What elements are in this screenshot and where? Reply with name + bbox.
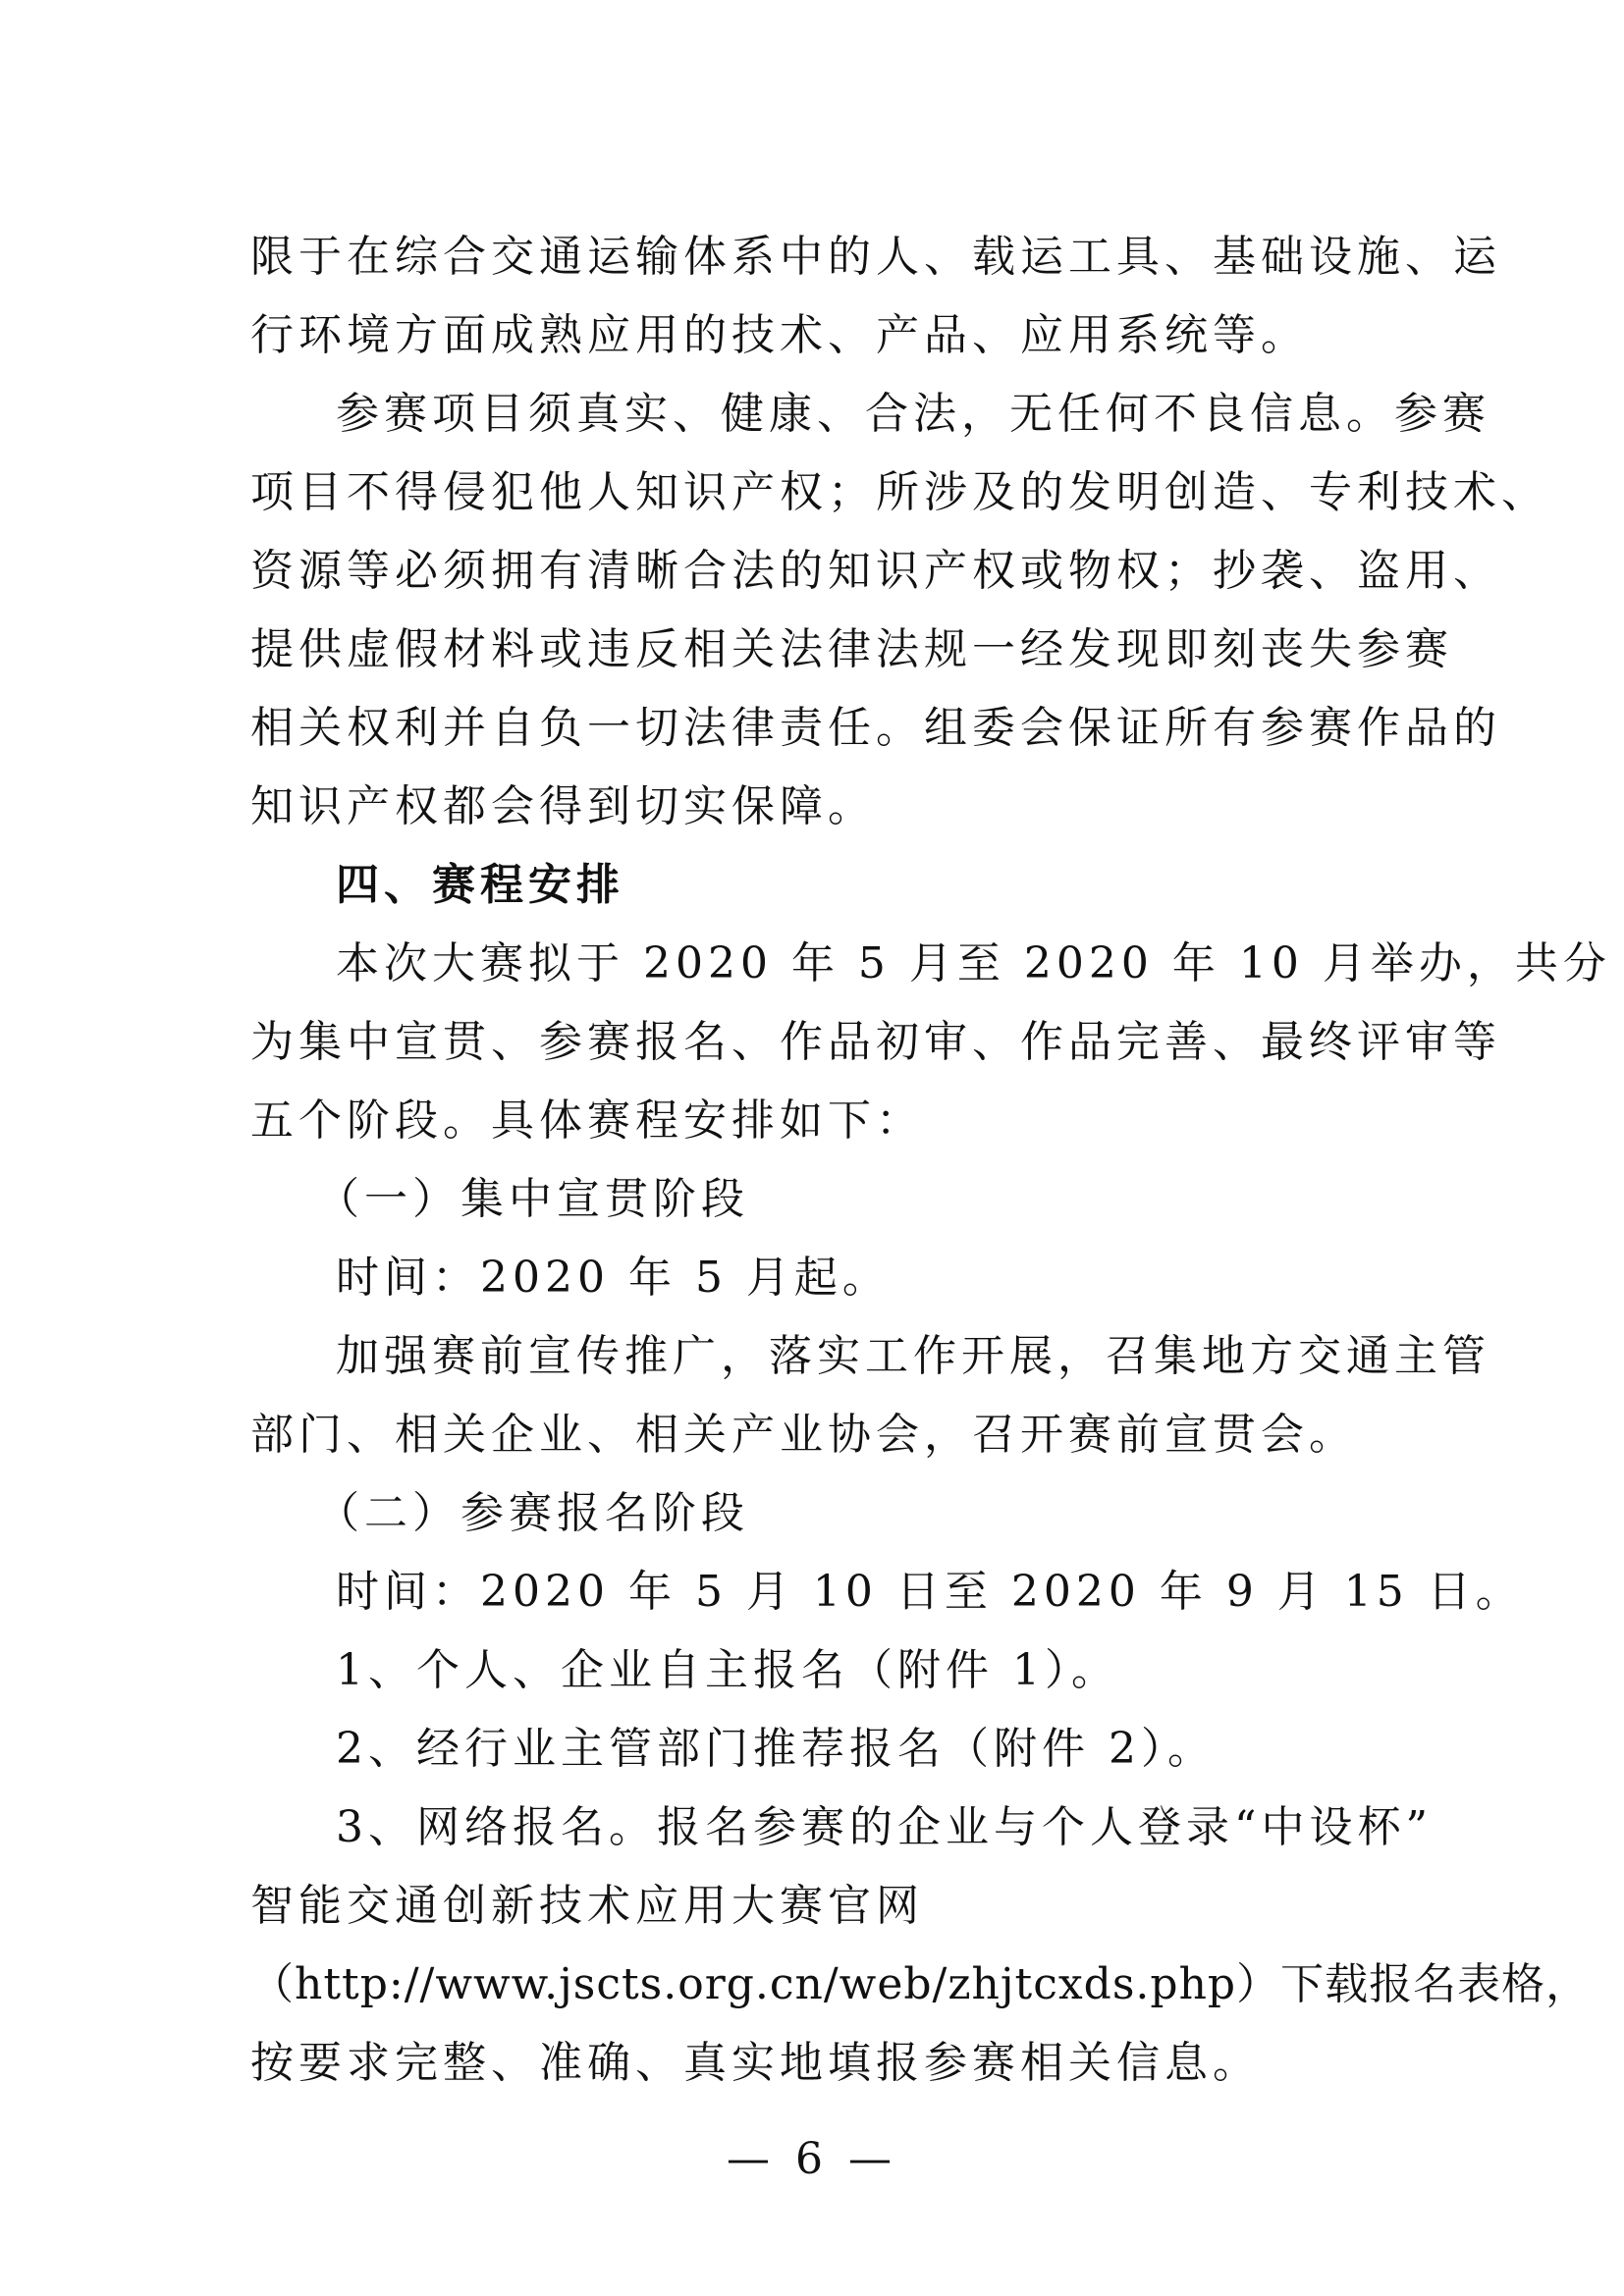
paragraph-line: 项目不得侵犯他人知识产权；所涉及的发明创造、专利技术、 [250, 467, 1549, 517]
paragraph-line: 提供虚假材料或违反相关法律法规一经发现即刻丧失参赛 [250, 624, 1453, 674]
paragraph-line: 时间：2020 年 5 月 10 日至 2020 年 9 月 15 日。 [336, 1567, 1524, 1617]
page-number: — 6 — [727, 2134, 897, 2184]
list-item: 3、网络报名。报名参赛的企业与个人登录“中设杯” [336, 1802, 1433, 1852]
subsection-heading: （一）集中宣贯阶段 [316, 1174, 749, 1224]
paragraph-line: 知识产权都会得到切实保障。 [250, 781, 876, 831]
paragraph-line: 限于在综合交通运输体系中的人、载运工具、基础设施、运 [250, 232, 1501, 282]
section-heading: 四、赛程安排 [336, 860, 624, 910]
paragraph-line: 五个阶段。具体赛程安排如下： [250, 1095, 924, 1146]
list-item: 1、个人、企业自主报名（附件 1）。 [336, 1645, 1119, 1695]
paragraph-line: 智能交通创新技术应用大赛官网 [250, 1881, 924, 1931]
paragraph-line: 部门、相关企业、相关产业协会，召开赛前宣贯会。 [250, 1410, 1357, 1460]
paragraph-line: 相关权利并自负一切法律责任。组委会保证所有参赛作品的 [250, 703, 1501, 753]
url-line: （http://www.jscts.org.cn/web/zhjtcxds.php）下载报名表格， [250, 1959, 1591, 2009]
list-item: 2、经行业主管部门推荐报名（附件 2）。 [336, 1724, 1216, 1774]
paragraph-line: 为集中宣贯、参赛报名、作品初审、作品完善、最终评审等 [250, 1017, 1501, 1067]
paragraph-line: 本次大赛拟于 2020 年 5 月至 2020 年 10 月举办，共分 [336, 938, 1611, 988]
paragraph-line: 参赛项目须真实、健康、合法，无任何不良信息。参赛 [336, 389, 1490, 439]
paragraph-line: 资源等必须拥有清晰合法的知识产权或物权；抄袭、盗用、 [250, 546, 1501, 596]
subsection-heading: （二）参赛报名阶段 [316, 1488, 749, 1538]
paragraph-line: 时间：2020 年 5 月起。 [336, 1253, 891, 1303]
paragraph-line: 按要求完整、准确、真实地填报参赛相关信息。 [250, 2038, 1261, 2088]
paragraph-line: 行环境方面成熟应用的技术、产品、应用系统等。 [250, 310, 1309, 360]
paragraph-line: 加强赛前宣传推广，落实工作开展，召集地方交通主管 [336, 1331, 1490, 1381]
